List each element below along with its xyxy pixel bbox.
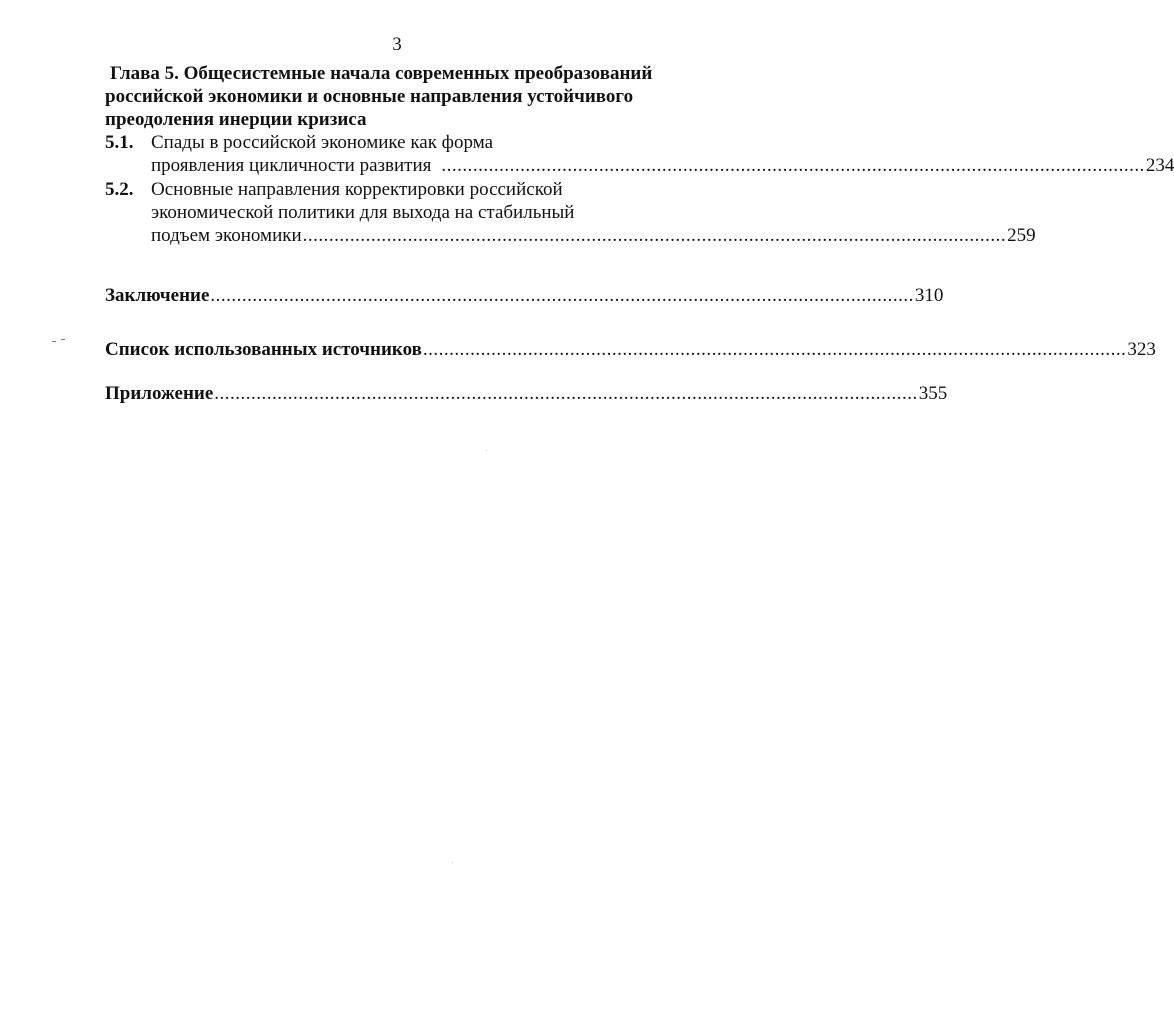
dot-leader: ...................................................................................................................................... bbox=[210, 285, 914, 306]
section-page: 259 bbox=[1007, 225, 1036, 246]
entry-title: Заключение bbox=[105, 285, 210, 306]
section-title-line: подъем экономики bbox=[151, 225, 302, 246]
section-number: 5.2. bbox=[105, 179, 134, 200]
dot-leader: ...................................................................................................................................... bbox=[214, 383, 918, 404]
section-number: 5.1. bbox=[105, 132, 134, 153]
toc-entry-appendix bbox=[105, 382, 948, 405]
chapter-title-line: российской экономики и основные направления устойчивого bbox=[105, 86, 634, 107]
section-title-line: Спады в российской экономике как форма bbox=[151, 132, 494, 153]
toc-entry-references bbox=[105, 338, 1156, 361]
scan-speck bbox=[452, 862, 453, 863]
entry-page: 355 bbox=[918, 383, 948, 404]
section-page: 234 bbox=[1145, 155, 1174, 176]
scan-speck bbox=[61, 339, 65, 340]
dot-leader: ...................................................................................................................................... bbox=[441, 155, 1145, 176]
entry-page: 323 bbox=[1127, 339, 1156, 360]
entry-title: Приложение bbox=[105, 383, 214, 404]
section-title-line: Основные направления корректировки российской bbox=[151, 179, 563, 200]
chapter-title-line: преодоления инерции кризиса bbox=[105, 109, 367, 130]
toc-section-5-2 bbox=[105, 178, 1036, 247]
dot-leader: ...................................................................................................................................... bbox=[302, 225, 1007, 246]
chapter-title-line: Глава 5. Общесистемные начала современных преобразований bbox=[110, 63, 653, 84]
dot-leader: ...................................................................................................................................... bbox=[422, 339, 1127, 360]
scan-speck bbox=[52, 341, 56, 342]
chapter-5-title bbox=[105, 62, 745, 131]
section-title-line: экономической политики для выхода на стабильный bbox=[151, 202, 575, 223]
toc-entry-conclusion bbox=[105, 284, 944, 307]
toc-section-5-1 bbox=[105, 131, 1174, 177]
entry-title: Список использованных источников bbox=[105, 339, 422, 360]
entry-page: 310 bbox=[914, 285, 944, 306]
section-leader-line bbox=[151, 224, 1036, 247]
page-number: 3 bbox=[392, 34, 402, 55]
section-title-line: проявления цикличности развития bbox=[151, 155, 432, 176]
scan-speck bbox=[486, 450, 487, 451]
section-leader-line bbox=[151, 154, 1174, 177]
